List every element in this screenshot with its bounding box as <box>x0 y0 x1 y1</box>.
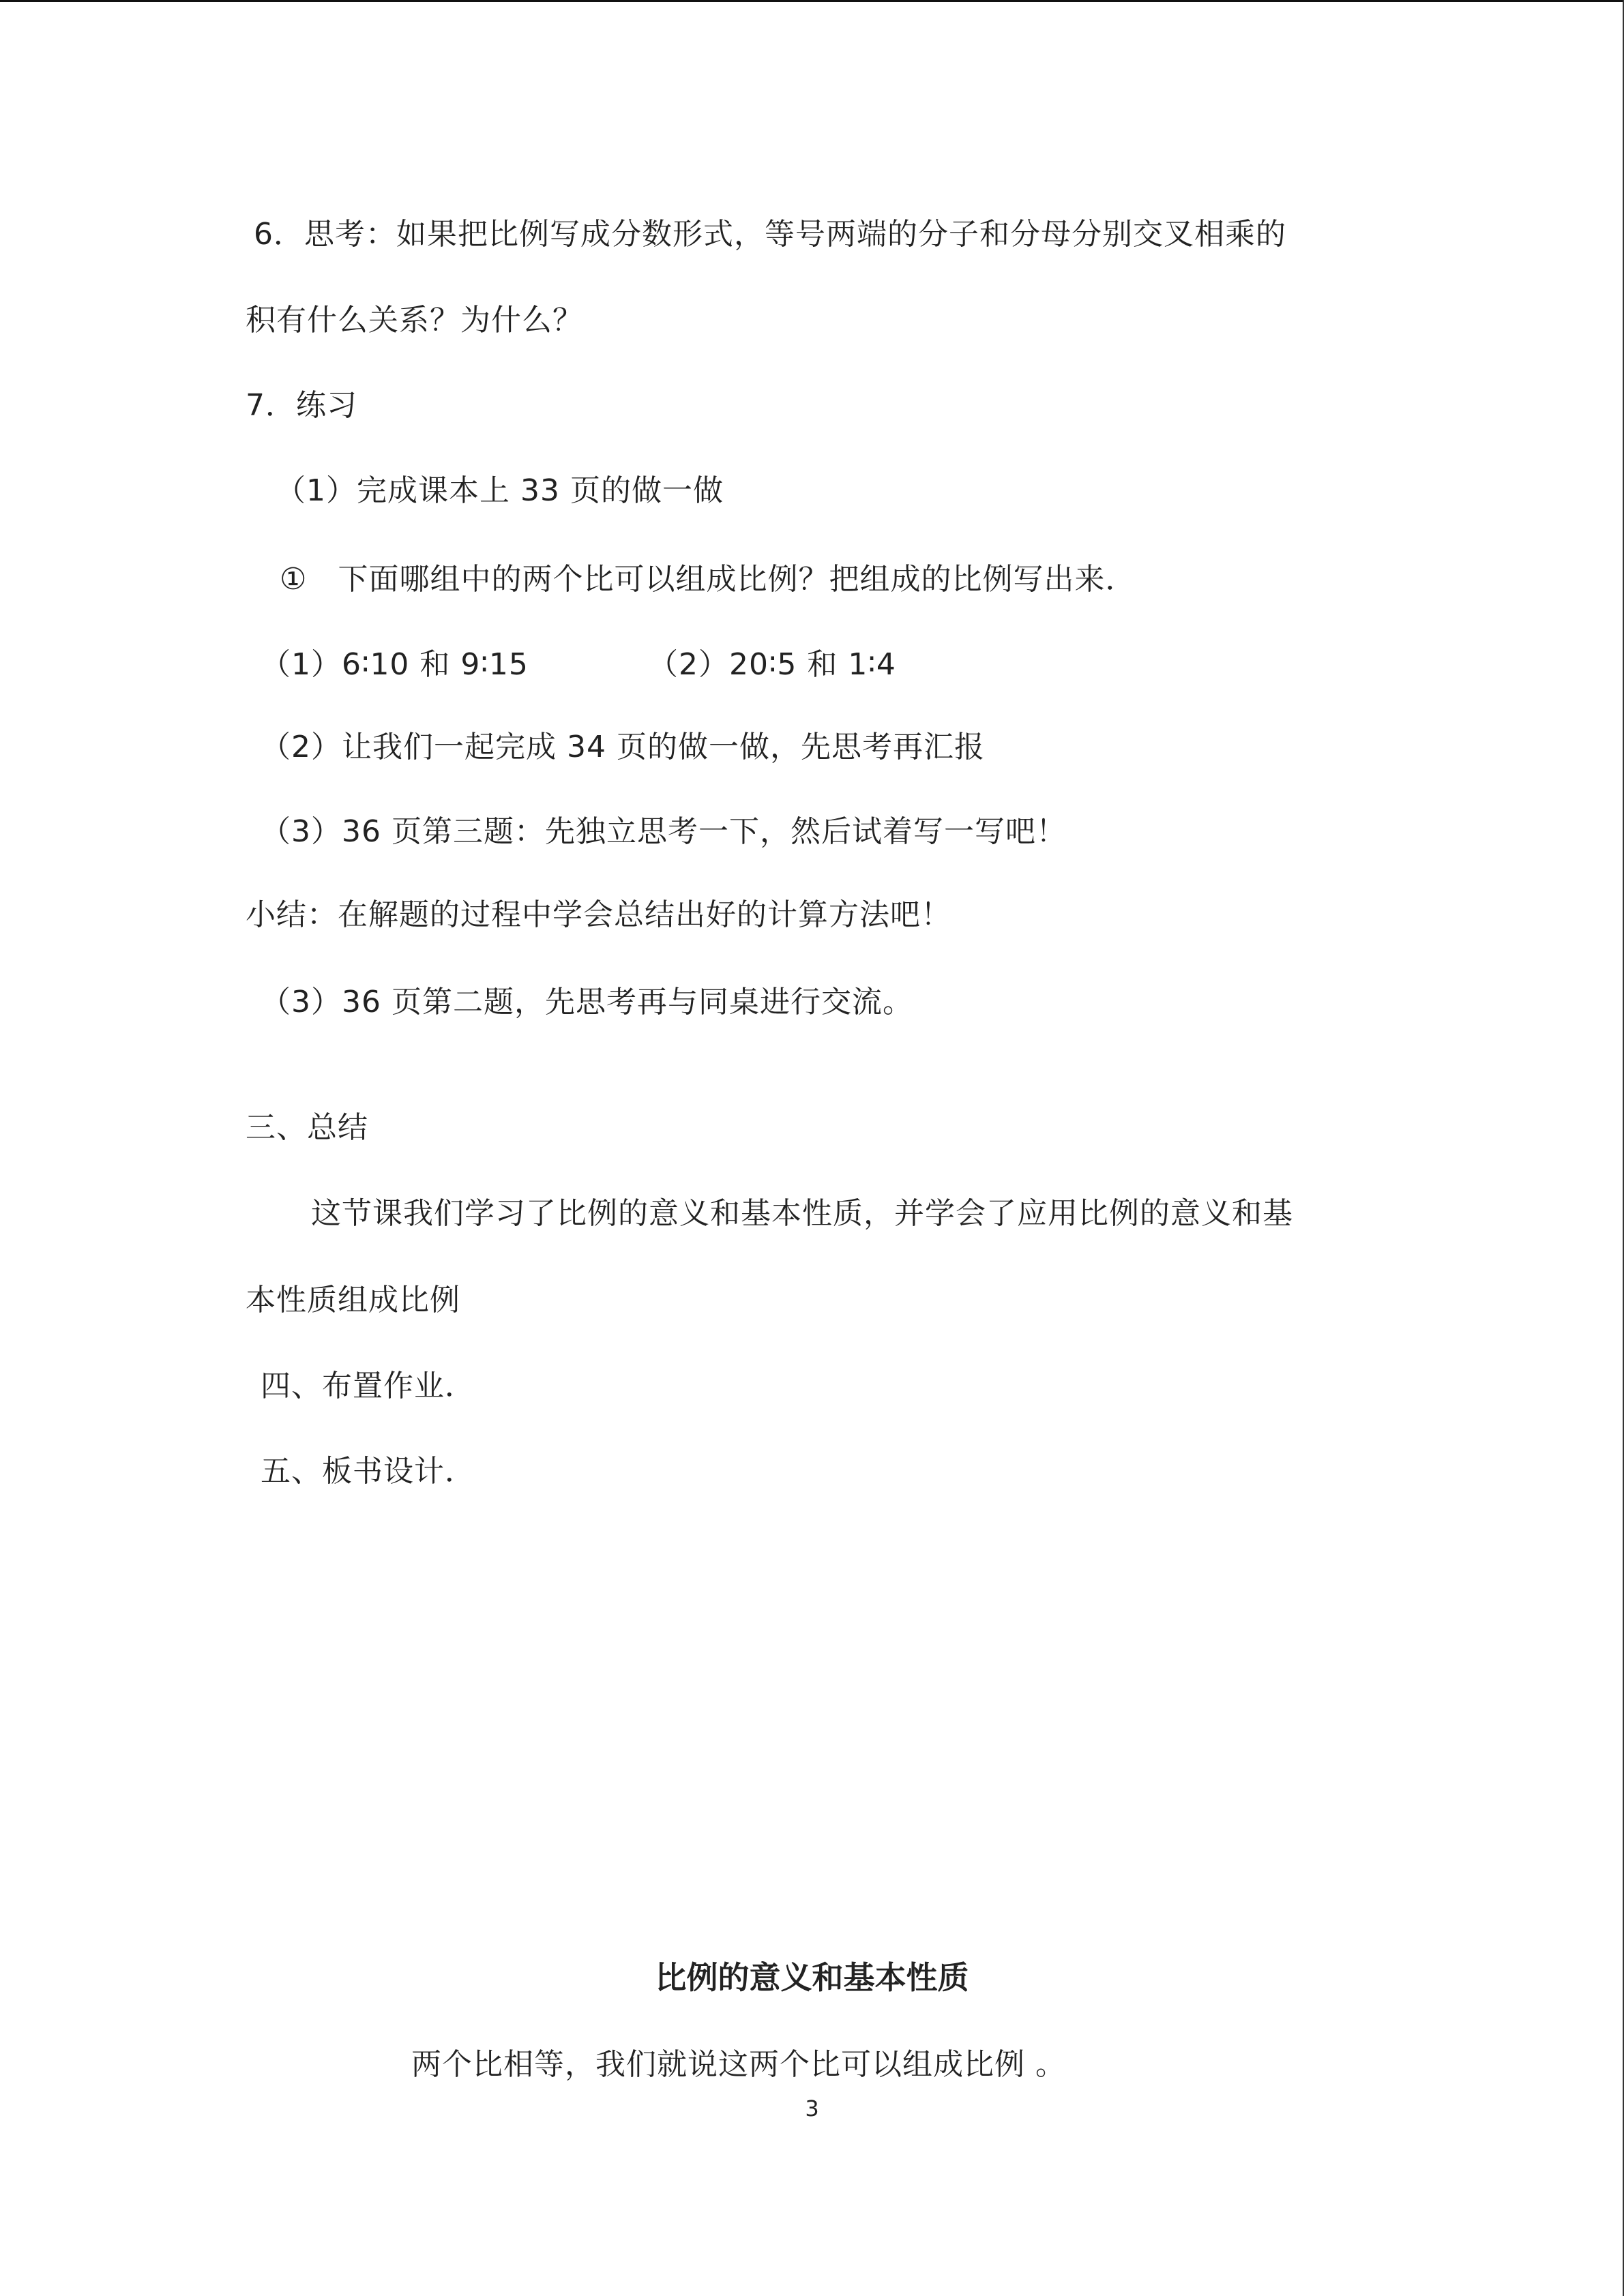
top-border <box>0 0 1624 2</box>
ratio-pair-1: （1）6∶10 和 9∶15 <box>261 647 529 682</box>
exercise-3b: （3）36 页第二题，先思考再与同桌进行交流。 <box>261 985 913 1019</box>
page-number: 3 <box>805 2096 819 2121</box>
exercise-2: （2）让我们一起完成 34 页的做一做，先思考再汇报 <box>261 730 985 764</box>
exercise-1: （1）完成课本上 33 页的做一做 <box>276 473 724 508</box>
summary-note: 小结：在解题的过程中学会总结出好的计算方法吧！ <box>246 897 951 932</box>
summary-line-2: 本性质组成比例 <box>246 1283 460 1317</box>
section-5-heading: 五、板书设计． <box>261 1454 475 1489</box>
exercise-1-question: ① 下面哪组中的两个比可以组成比例？把组成的比例写出来． <box>280 562 1136 597</box>
section-4-heading: 四、布置作业． <box>261 1369 475 1403</box>
section-7-heading: 7．练习 <box>246 388 357 423</box>
exercise-3: （3）36 页第三题：先独立思考一下，然后试着写一写吧！ <box>261 814 1067 849</box>
board-title: 比例的意义和基本性质 <box>655 1959 969 1996</box>
ratio-pair-2: （2）20∶5 和 1∶4 <box>648 647 896 682</box>
section-3-heading: 三、总结 <box>246 1110 368 1145</box>
summary-line-1: 这节课我们学习了比例的意义和基本性质，并学会了应用比例的意义和基 <box>311 1196 1293 1231</box>
board-text: 两个比相等，我们就说这两个比可以组成比例 。 <box>411 2047 1066 2082</box>
question-6-line-1: 6．思考：如果把比例写成分数形式，等号两端的分子和分母分别交叉相乘的 <box>254 217 1286 252</box>
question-6-line-2: 积有什么关系？为什么？ <box>246 303 583 338</box>
